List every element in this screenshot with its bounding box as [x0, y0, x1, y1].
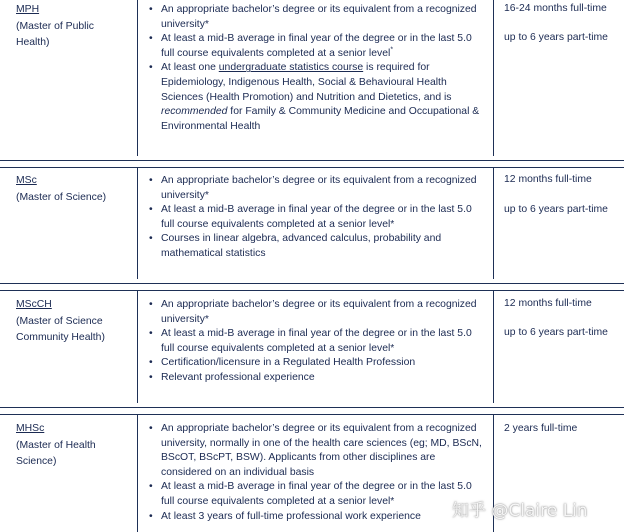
- requirement-item: • Certification/licensure in a Regulated Health Profession: [148, 356, 484, 371]
- column-divider: [137, 415, 138, 532]
- duration-full-time: 12 months full-time: [504, 298, 592, 309]
- column-divider: [137, 0, 138, 156]
- duration-part-time: up to 6 years part-time: [504, 327, 608, 338]
- duration-full-time: 16-24 months full-time: [504, 3, 607, 14]
- requirement-item: • At least 3 years of full-time professional work experience: [148, 510, 484, 525]
- program-cell: [16, 297, 128, 347]
- row-divider: [0, 407, 624, 408]
- column-divider: [137, 168, 138, 279]
- row-divider: [0, 283, 624, 284]
- program-cell: [16, 2, 128, 52]
- requirement-item: • Courses in linear algebra, advanced calculus, probability and mathematical statistics: [148, 232, 484, 261]
- requirement-item: • At least a mid-B average in final year of the degree or in the last 5.0 full course equivalents completed at a senior level*: [148, 203, 484, 232]
- program-link[interactable]: MSc: [16, 175, 37, 186]
- duration-part-time: up to 6 years part-time: [504, 32, 608, 43]
- program-link[interactable]: MPH: [16, 4, 40, 15]
- program-full-name: (Master of Science): [16, 191, 107, 203]
- requirements-list: [148, 298, 484, 386]
- column-divider: [493, 291, 494, 403]
- requirement-item: • At least a mid-B average in final year of the degree or in the last 5.0 full course equivalents completed at a senior level*: [148, 32, 484, 61]
- requirements-list: [148, 174, 484, 262]
- watermark: 知乎 @Claire Lin: [452, 501, 588, 521]
- row-divider: [0, 414, 624, 415]
- row-divider: [0, 290, 624, 291]
- program-link[interactable]: MScCH: [16, 299, 52, 310]
- requirement-item: • At least a mid-B average in final year of the degree or in the last 5.0 full course equivalents completed at a senior level*: [148, 480, 484, 509]
- duration-full-time: 12 months full-time: [504, 174, 592, 185]
- program-full-name: (Master of Public Health): [16, 20, 94, 49]
- column-divider: [493, 168, 494, 279]
- requirement-item: • An appropriate bachelor’s degree or its equivalent from a recognized university*: [148, 174, 484, 203]
- program-full-name: (Master of Health Science): [16, 439, 96, 468]
- row-divider: [0, 167, 624, 168]
- requirements-list: [148, 3, 484, 134]
- statistics-course-link[interactable]: undergraduate statistics course: [218, 62, 364, 74]
- program-link[interactable]: MHSc: [16, 423, 45, 434]
- program-full-name: (Master of Science Community Health): [16, 315, 105, 344]
- program-cell: [16, 173, 128, 206]
- program-cell: [16, 421, 128, 471]
- requirement-item: • An appropriate bachelor’s degree or its equivalent from a recognized university*: [148, 298, 484, 327]
- duration-part-time: up to 6 years part-time: [504, 204, 608, 215]
- requirement-item: • At least one undergraduate statistics course is required for Epidemiology, Indigenous Health, Social & Behavioural Health Sciences (Health Promotion) and Nutrition and Dietetics, and is recommended for Family & Community Medicine and Occupational & Environmental Health: [148, 61, 484, 134]
- column-divider: [137, 291, 138, 403]
- column-divider: [493, 0, 494, 156]
- duration-full-time: 2 years full-time: [504, 423, 578, 434]
- requirement-item: • An appropriate bachelor’s degree or its equivalent from a recognized university, normally in one of the health care sciences (eg; MD, BScN, BScOT, BScPT, BSW). Applicants from other disciplines are considered on an individual basis: [148, 422, 484, 480]
- requirements-list: [148, 422, 484, 524]
- requirement-item: • At least a mid-B average in final year of the degree or in the last 5.0 full course equivalents completed at a senior level*: [148, 327, 484, 356]
- requirement-item: • An appropriate bachelor’s degree or its equivalent from a recognized university*: [148, 3, 484, 32]
- requirement-item: • Relevant professional experience: [148, 371, 484, 386]
- row-divider: [0, 160, 624, 161]
